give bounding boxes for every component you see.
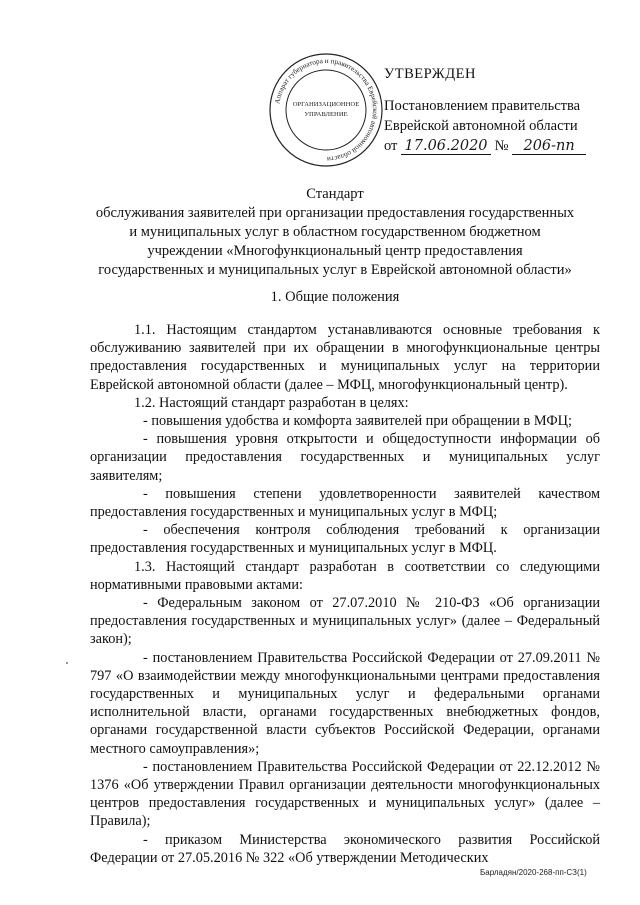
list-item: - постановлением Правительства Российской Федерации от 22.12.2012 № 1376 «Об утверждении Правил организации деятельности многофункциональных центров предоставления государственных и муниципальных услуг» (далее – Правила); — [90, 758, 600, 830]
list-item: - повышения степени удовлетворенности заявителей качеством предоставления государственных и муниципальных услуг в МФЦ; — [90, 485, 600, 521]
scan-speck — [66, 662, 68, 664]
list-item: - обеспечения контроля соблюдения требований к организации предоставления государственных и муниципальных услуг в МФЦ. — [90, 522, 600, 557]
paragraph: 1.2. Настоящий стандарт разработан в целях: — [134, 394, 409, 411]
from-label: от — [384, 138, 398, 154]
approval-block — [384, 64, 586, 156]
approval-date: 17.06.2020 — [401, 138, 491, 155]
list-item: - Федеральным законом от 27.07.2010 № 210-ФЗ «Об организации предоставления государственных и муниципальных услуг» (далее – Федеральный закон); — [90, 595, 600, 648]
stamp-inner-line-1: ОРГАНИЗАЦИОННОЕ — [292, 101, 360, 108]
document-body — [90, 321, 600, 867]
list-item: - постановлением Правительства Российской Федерации от 27.09.2011 № 797 «О взаимодействии между многофункциональными центрами предоставления государственных и муниципальных услуг и федеральными органами исполнительной власти, органами государственных внебюджетных фондов, органами государственной власти субъектов Российской Федерации, органами местного самоуправления»; — [90, 649, 600, 757]
stamp-inner-line-2: УПРАВЛЕНИЕ — [304, 111, 348, 118]
title-line-3: и муниципальных услуг в областном государственном бюджетном — [129, 224, 541, 240]
title-line-1: Стандарт — [306, 186, 364, 202]
seal-stamp — [268, 52, 384, 168]
approval-number: 206-пп — [512, 138, 586, 155]
paragraph: 1.1. Настоящим стандартом устанавливаются основные требования к обслуживанию заявителей при их обращении в многофункциональные центры предоставления государственных и муниципальных услуг на территории Еврейской автономной области (далее – МФЦ, многофункциональный центр). — [90, 322, 600, 393]
document-title — [70, 185, 600, 280]
title-line-2: обслуживания заявителей при организации предоставления государственных — [95, 205, 575, 221]
approval-line-1: Постановлением правительства — [384, 98, 581, 114]
list-item: - повышения уровня открытости и общедоступности информации об организации предоставления государственных и муниципальных услуг заявителям; — [90, 431, 600, 484]
title-line-5: государственных и муниципальных услуг в Еврейской автономной области» — [98, 262, 572, 278]
number-label: № — [494, 138, 509, 154]
paragraph: 1.3. Настоящий стандарт разработан в соответствии со следующими нормативными правовыми актами: — [90, 558, 600, 593]
stamp-ring-text: Аппарат губернатора и правительства Еврейской автономной области — [273, 56, 380, 164]
approval-line-2: Еврейской автономной области — [384, 118, 578, 134]
list-item: - приказом Министерства экономического развития Российской Федерации от 27.05.2016 № 322 «Об утверждении Методических — [90, 831, 600, 866]
approval-title: УТВЕРЖДЕН — [384, 66, 476, 82]
title-line-4: учреждении «Многофункциональный центр предоставления — [147, 243, 523, 259]
footer-code: Барладян/2020-268-пп-СЗ(1) — [480, 868, 587, 877]
approval-date-line — [384, 136, 586, 156]
list-item: - повышения удобства и комфорта заявителей при обращении в МФЦ; — [143, 413, 572, 430]
section-heading: 1. Общие положения — [270, 289, 400, 305]
